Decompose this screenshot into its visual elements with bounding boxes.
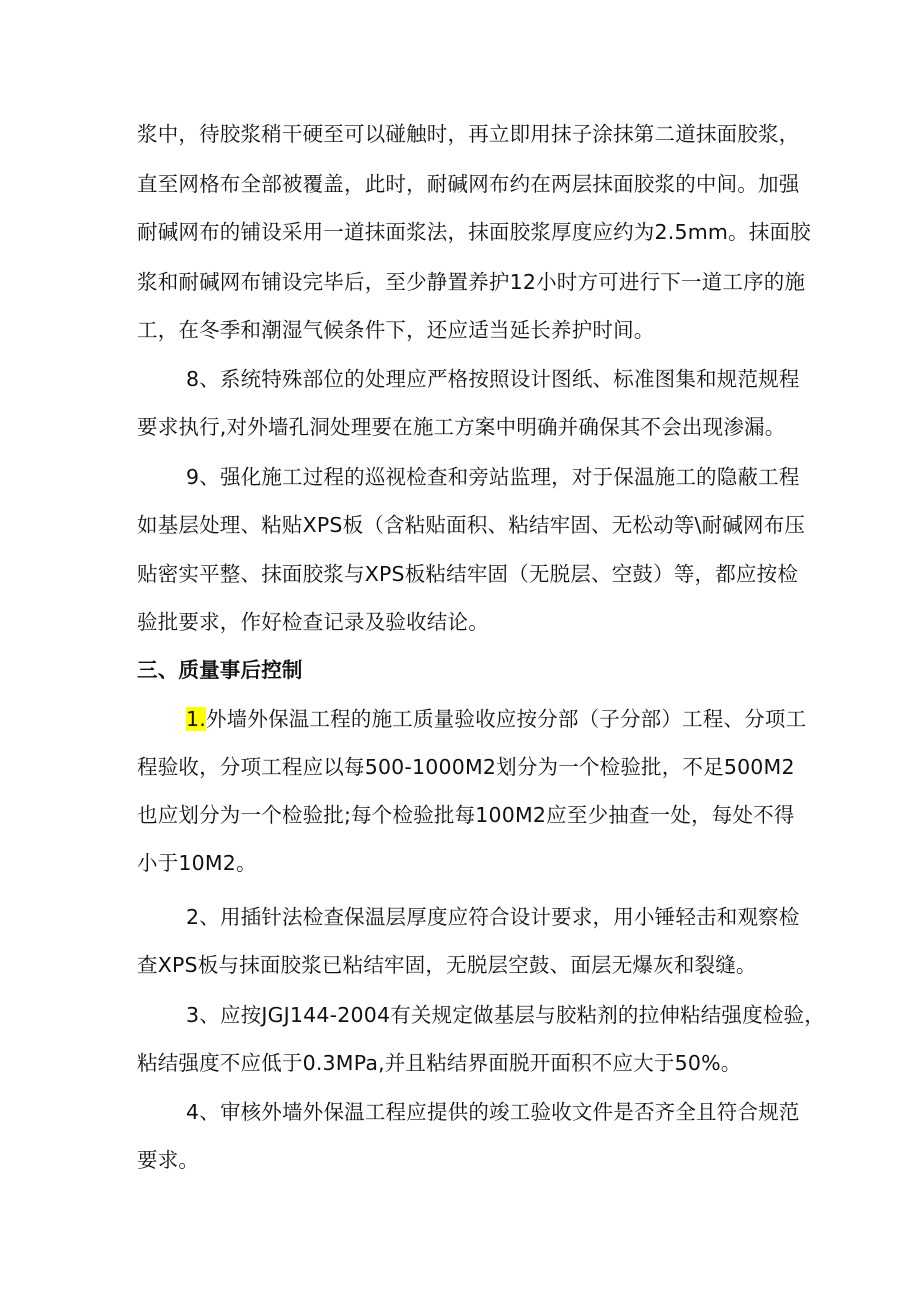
paragraph-8-line-2: 要求执行,对外墙孔洞处理要在施工方案中明确并确保其不会出现渗漏。 xyxy=(137,415,786,439)
paragraph-7-line-1: 浆中，待胶浆稍干硬至可以碰触时，再立即用抹子涂抹第二道抹面胶浆， xyxy=(137,122,800,146)
item-2-line-2: 查XPS板与抹面胶浆已粘结牢固，无脱层空鼓、面层无爆灰和裂缝。 xyxy=(137,953,757,977)
paragraph-7-line-2: 直至网格布全部被覆盖，此时，耐碱网布约在两层抹面胶浆的中间。加强 xyxy=(137,172,800,196)
item-1-line-1 xyxy=(186,705,806,733)
paragraph-8-line-1: 8、系统特殊部位的处理应严格按照设计图纸、标准图集和规范规程 xyxy=(186,367,800,391)
item-1-line-3: 也应划分为一个检验批;每个检验批每100M2应至少抽查一处，每处不得 xyxy=(137,803,795,827)
paragraph-7-line-3: 耐碱网布的铺设采用一道抹面浆法，抹面胶浆厚度应约为2.5mm。抹面胶 xyxy=(137,220,811,244)
paragraph-7-line-4: 浆和耐碱网布铺设完毕后，至少静置养护12小时方可进行下一道工序的施 xyxy=(137,270,806,294)
paragraph-9-line-1: 9、强化施工过程的巡视检查和旁站监理，对于保温施工的隐蔽工程 xyxy=(186,465,800,489)
item-4-line-2: 要求。 xyxy=(137,1148,200,1172)
paragraph-9-line-2: 如基层处理、粘贴XPS板（含粘贴面积、粘结牢固、无松动等\耐碱网布压 xyxy=(137,513,806,537)
section-heading: 三、质量事后控制 xyxy=(137,658,303,682)
item-4-line-1: 4、审核外墙外保温工程应提供的竣工验收文件是否齐全且符合规范 xyxy=(186,1100,800,1124)
item-2-line-1: 2、用插针法检查保温层厚度应符合设计要求，用小锤轻击和观察检 xyxy=(186,905,800,929)
item-1-line-1-text: 外墙外保温工程的施工质量验收应按分部（子分部）工程、分项工 xyxy=(205,707,807,731)
item-3-line-2: 粘结强度不应低于0.3MPa,并且粘结界面脱开面积不应大于50%。 xyxy=(137,1051,742,1075)
item-1-line-2: 程验收，分项工程应以每500-1000M2划分为一个检验批，不足500M2 xyxy=(137,755,795,779)
item-1-number-highlight: 1. xyxy=(186,707,206,731)
paragraph-7-line-5: 工，在冬季和潮湿气候条件下，还应适当延长养护时间。 xyxy=(137,318,655,342)
item-3-line-1: 3、应按JGJ144-2004有关规定做基层与胶粘剂的拉伸粘结强度检验， xyxy=(186,1003,825,1027)
paragraph-9-line-4: 验批要求，作好检查记录及验收结论。 xyxy=(137,610,489,634)
paragraph-9-line-3: 贴密实平整、抹面胶浆与XPS板粘结牢固（无脱层、空鼓）等，都应按检 xyxy=(137,562,799,586)
item-1-line-4: 小于10M2。 xyxy=(137,851,257,875)
